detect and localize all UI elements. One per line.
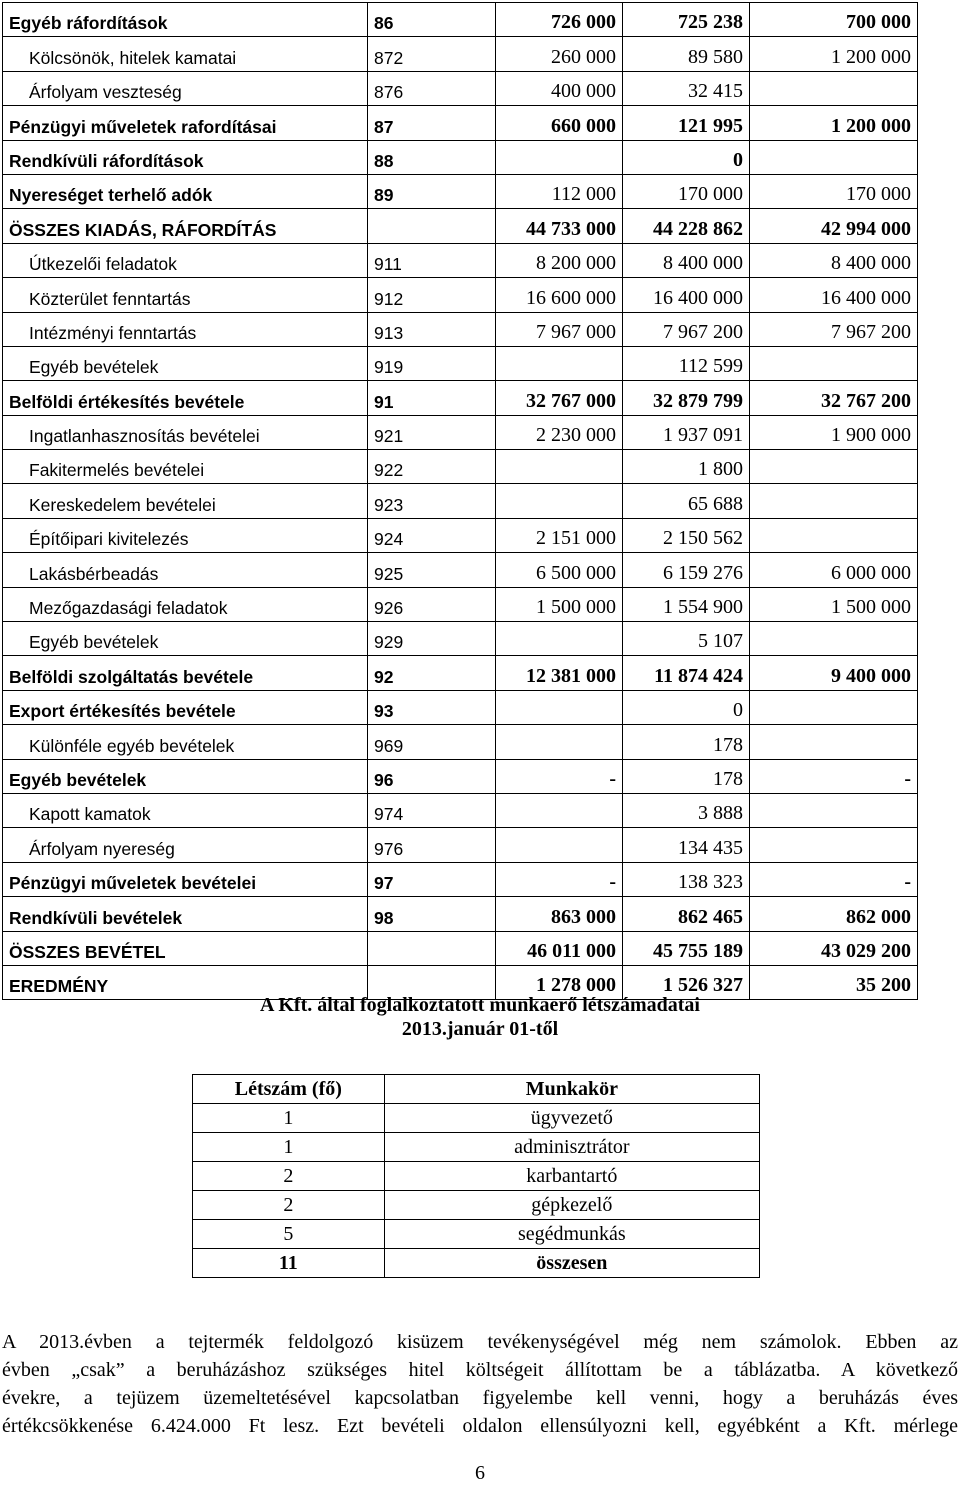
row-value-3: 8 400 000 — [750, 243, 918, 277]
row-code: 929 — [368, 622, 496, 656]
row-value-3: 700 000 — [750, 3, 918, 37]
row-value-3: 43 029 200 — [750, 931, 918, 965]
row-label: Rendkívüli ráfordítások — [3, 140, 368, 174]
row-value-2: 16 400 000 — [623, 278, 750, 312]
row-value-2: 2 150 562 — [623, 518, 750, 552]
row-value-1: 8 200 000 — [496, 243, 623, 277]
row-value-1: 6 500 000 — [496, 553, 623, 587]
row-code: 923 — [368, 484, 496, 518]
row-value-1: 400 000 — [496, 71, 623, 105]
row-value-1: 12 381 000 — [496, 656, 623, 690]
row-code: 97 — [368, 862, 496, 896]
staff-role: karbantartó — [384, 1162, 759, 1191]
row-value-2: 8 400 000 — [623, 243, 750, 277]
row-code: 876 — [368, 71, 496, 105]
row-label: Rendkívüli bevételek — [3, 897, 368, 931]
row-value-1: 46 011 000 — [496, 931, 623, 965]
row-code: 89 — [368, 174, 496, 208]
table-row — [3, 140, 918, 174]
row-value-3: 1 900 000 — [750, 415, 918, 449]
row-value-2: 89 580 — [623, 37, 750, 71]
row-code — [368, 209, 496, 243]
table-row — [3, 518, 918, 552]
row-value-1: 2 230 000 — [496, 415, 623, 449]
table-row — [3, 71, 918, 105]
financial-table — [2, 2, 918, 1000]
row-value-3: 6 000 000 — [750, 553, 918, 587]
staff-table — [192, 1074, 760, 1278]
row-value-3: - — [750, 862, 918, 896]
staff-title-line2: 2013.január 01-től — [401, 1018, 559, 1040]
row-value-1: 1 278 000 — [496, 965, 623, 999]
staff-count: 1 — [193, 1133, 385, 1162]
row-value-3 — [750, 140, 918, 174]
row-value-3 — [750, 793, 918, 827]
row-value-2: 45 755 189 — [623, 931, 750, 965]
row-label: Fakitermelés bevételei — [3, 450, 368, 484]
row-value-1 — [496, 140, 623, 174]
staff-row — [193, 1162, 760, 1191]
staff-role: ügyvezető — [384, 1104, 759, 1133]
row-code — [368, 931, 496, 965]
row-code: 91 — [368, 381, 496, 415]
table-row — [3, 243, 918, 277]
row-value-3 — [750, 484, 918, 518]
row-value-2: 138 323 — [623, 862, 750, 896]
row-label: Árfolyam veszteség — [3, 71, 368, 105]
row-code: 93 — [368, 690, 496, 724]
row-value-2: 112 599 — [623, 346, 750, 380]
table-row — [3, 793, 918, 827]
row-label: Intézményi fenntartás — [3, 312, 368, 346]
table-row — [3, 690, 918, 724]
row-label: Ingatlanhasznosítás bevételei — [3, 415, 368, 449]
row-label: Belföldi értékesítés bevétele — [3, 381, 368, 415]
row-label: ÖSSZES KIADÁS, RÁFORDÍTÁS — [3, 209, 368, 243]
row-value-1: 660 000 — [496, 106, 623, 140]
row-code: 921 — [368, 415, 496, 449]
row-value-3: 1 500 000 — [750, 587, 918, 621]
table-row — [3, 37, 918, 71]
table-row — [3, 346, 918, 380]
staff-row — [193, 1191, 760, 1220]
row-label: Export értékesítés bevétele — [3, 690, 368, 724]
paragraph-line: évekre, a tejüzem üzemeltetésével kapcsolatban figyelembe kell venni, hogy a beruházás éves — [2, 1387, 958, 1409]
row-value-1: 863 000 — [496, 897, 623, 931]
row-value-2: 0 — [623, 690, 750, 724]
table-row — [3, 450, 918, 484]
row-code: 96 — [368, 759, 496, 793]
row-value-3 — [750, 622, 918, 656]
table-row — [3, 106, 918, 140]
row-code: 86 — [368, 3, 496, 37]
staff-count: 2 — [193, 1191, 385, 1220]
row-value-2: 44 228 862 — [623, 209, 750, 243]
row-value-3: 7 967 200 — [750, 312, 918, 346]
row-label: Építőipari kivitelezés — [3, 518, 368, 552]
row-value-2: 1 554 900 — [623, 587, 750, 621]
row-value-1: 32 767 000 — [496, 381, 623, 415]
row-value-3: 42 994 000 — [750, 209, 918, 243]
staff-count: 5 — [193, 1220, 385, 1249]
row-code: 88 — [368, 140, 496, 174]
row-value-2: 7 967 200 — [623, 312, 750, 346]
table-row — [3, 3, 918, 37]
table-row — [3, 209, 918, 243]
row-value-1 — [496, 484, 623, 518]
staff-section-title — [0, 993, 960, 1041]
paragraph-line: értékcsökkenése 6.424.000 Ft lesz. Ezt bevételi oldalon ellensúlyozni kell, egyébként a Kft. mérlege — [2, 1415, 958, 1437]
row-value-1 — [496, 690, 623, 724]
row-label: Pénzügyi műveletek bevételei — [3, 862, 368, 896]
row-value-3 — [750, 71, 918, 105]
row-label: Árfolyam nyereség — [3, 828, 368, 862]
row-value-3: - — [750, 759, 918, 793]
row-label: ÖSSZES BEVÉTEL — [3, 931, 368, 965]
row-value-2: 178 — [623, 725, 750, 759]
row-value-1: 260 000 — [496, 37, 623, 71]
row-code: 872 — [368, 37, 496, 71]
row-value-1: 726 000 — [496, 3, 623, 37]
row-code: 976 — [368, 828, 496, 862]
table-row — [3, 381, 918, 415]
row-value-2: 170 000 — [623, 174, 750, 208]
row-value-2: 862 465 — [623, 897, 750, 931]
row-value-1: 44 733 000 — [496, 209, 623, 243]
table-row — [3, 897, 918, 931]
table-row — [3, 828, 918, 862]
row-label: Kereskedelem bevételei — [3, 484, 368, 518]
staff-row — [193, 1220, 760, 1249]
body-paragraph — [2, 1328, 958, 1440]
row-value-3: 1 200 000 — [750, 37, 918, 71]
row-value-2: 121 995 — [623, 106, 750, 140]
staff-role: segédmunkás — [384, 1220, 759, 1249]
staff-total-row — [193, 1249, 760, 1278]
row-label: Lakásbérbeadás — [3, 553, 368, 587]
row-value-3 — [750, 346, 918, 380]
table-row — [3, 656, 918, 690]
table-row — [3, 587, 918, 621]
table-row — [3, 862, 918, 896]
row-code: 969 — [368, 725, 496, 759]
table-row — [3, 278, 918, 312]
row-value-2: 1 800 — [623, 450, 750, 484]
row-code: 924 — [368, 518, 496, 552]
row-value-1: 1 500 000 — [496, 587, 623, 621]
row-label: Kölcsönök, hitelek kamatai — [3, 37, 368, 71]
row-code: 925 — [368, 553, 496, 587]
row-value-3 — [750, 518, 918, 552]
row-value-3 — [750, 690, 918, 724]
row-label: Egyéb bevételek — [3, 622, 368, 656]
staff-role: adminisztrátor — [384, 1133, 759, 1162]
table-row — [3, 484, 918, 518]
row-value-3: 862 000 — [750, 897, 918, 931]
row-value-1 — [496, 725, 623, 759]
row-value-2: 725 238 — [623, 3, 750, 37]
row-value-3 — [750, 828, 918, 862]
row-label: Mezőgazdasági feladatok — [3, 587, 368, 621]
row-value-1 — [496, 450, 623, 484]
staff-header-row — [193, 1075, 760, 1104]
row-value-3 — [750, 725, 918, 759]
row-value-2: 1 526 327 — [623, 965, 750, 999]
row-label: Nyereséget terhelő adók — [3, 174, 368, 208]
row-label: Útkezelői feladatok — [3, 243, 368, 277]
row-label: Belföldi szolgáltatás bevétele — [3, 656, 368, 690]
row-value-1 — [496, 346, 623, 380]
paragraph-line: A 2013.évben a tejtermék feldolgozó kisüzem tevékenységével még nem számolok. Ebben az — [2, 1331, 958, 1353]
staff-table-body — [193, 1104, 760, 1278]
row-value-1: 112 000 — [496, 174, 623, 208]
row-value-3: 16 400 000 — [750, 278, 918, 312]
row-value-3: 9 400 000 — [750, 656, 918, 690]
row-label: EREDMÉNY — [3, 965, 368, 999]
staff-count: 1 — [193, 1104, 385, 1133]
staff-row — [193, 1104, 760, 1133]
table-row — [3, 415, 918, 449]
row-label: Különféle egyéb bevételek — [3, 725, 368, 759]
row-value-2: 32 415 — [623, 71, 750, 105]
table-row — [3, 553, 918, 587]
row-value-1: - — [496, 759, 623, 793]
row-code: 926 — [368, 587, 496, 621]
row-value-2: 65 688 — [623, 484, 750, 518]
row-value-3: 170 000 — [750, 174, 918, 208]
row-value-1: 7 967 000 — [496, 312, 623, 346]
row-code: 92 — [368, 656, 496, 690]
row-value-1 — [496, 828, 623, 862]
row-value-2: 178 — [623, 759, 750, 793]
row-code: 98 — [368, 897, 496, 931]
table-row — [3, 725, 918, 759]
page-number: 6 — [475, 1462, 485, 1484]
row-code: 974 — [368, 793, 496, 827]
row-value-2: 134 435 — [623, 828, 750, 862]
staff-total-count: 11 — [193, 1249, 385, 1278]
row-value-1 — [496, 622, 623, 656]
table-row — [3, 759, 918, 793]
row-value-1 — [496, 793, 623, 827]
table-row — [3, 312, 918, 346]
row-value-2: 0 — [623, 140, 750, 174]
row-value-1: - — [496, 862, 623, 896]
row-code: 911 — [368, 243, 496, 277]
row-value-3: 35 200 — [750, 965, 918, 999]
staff-title-line1: A Kft. által foglalkoztatott munkaerő létszámadatai — [260, 994, 700, 1016]
row-label: Közterület fenntartás — [3, 278, 368, 312]
row-label: Kapott kamatok — [3, 793, 368, 827]
row-label: Egyéb bevételek — [3, 346, 368, 380]
row-code: 913 — [368, 312, 496, 346]
table-row — [3, 174, 918, 208]
financial-table-body — [3, 3, 918, 1000]
staff-count: 2 — [193, 1162, 385, 1191]
row-value-2: 6 159 276 — [623, 553, 750, 587]
staff-role: gépkezelő — [384, 1191, 759, 1220]
row-value-3: 32 767 200 — [750, 381, 918, 415]
row-label: Egyéb ráfordítások — [3, 3, 368, 37]
row-value-2: 1 937 091 — [623, 415, 750, 449]
row-value-3 — [750, 450, 918, 484]
staff-header-count: Létszám (fő) — [193, 1075, 385, 1104]
staff-total-role: összesen — [384, 1249, 759, 1278]
table-row — [3, 622, 918, 656]
table-row — [3, 931, 918, 965]
row-value-1: 16 600 000 — [496, 278, 623, 312]
row-code: 87 — [368, 106, 496, 140]
staff-header-role: Munkakör — [384, 1075, 759, 1104]
row-value-2: 5 107 — [623, 622, 750, 656]
row-value-2: 32 879 799 — [623, 381, 750, 415]
row-label: Pénzügyi műveletek rafordításai — [3, 106, 368, 140]
row-code: 919 — [368, 346, 496, 380]
paragraph-line: évben „csak” a beruházáshoz szükséges hitel költségeit állítottam be a táblázatba. A következő — [2, 1359, 958, 1381]
row-value-2: 11 874 424 — [623, 656, 750, 690]
row-value-3: 1 200 000 — [750, 106, 918, 140]
row-code: 912 — [368, 278, 496, 312]
row-label: Egyéb bevételek — [3, 759, 368, 793]
row-value-2: 3 888 — [623, 793, 750, 827]
staff-row — [193, 1133, 760, 1162]
row-value-1: 2 151 000 — [496, 518, 623, 552]
row-code: 922 — [368, 450, 496, 484]
